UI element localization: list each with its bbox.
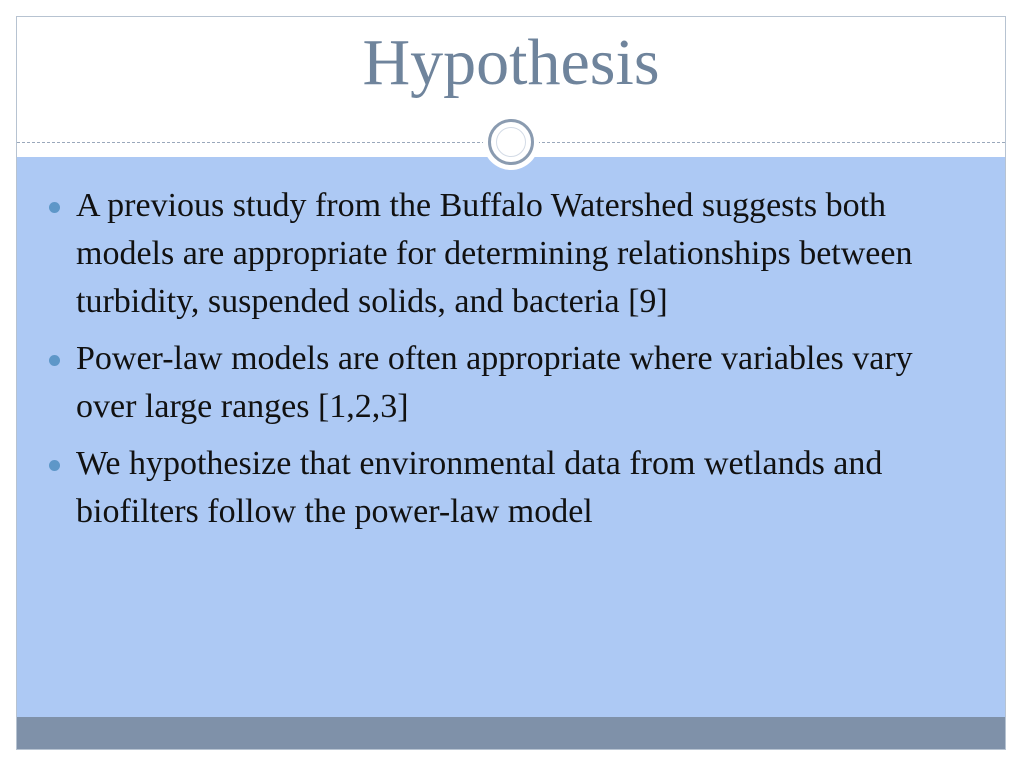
bullet-item xyxy=(47,440,977,536)
slide-title: Hypothesis xyxy=(362,26,660,99)
bullet-dot-icon xyxy=(49,202,60,213)
slide xyxy=(16,16,1006,750)
bullet-text: Power-law models are often appropriate where variables vary over large ranges [1,2,3] xyxy=(76,340,913,425)
circle-ornament-icon xyxy=(483,114,539,170)
bullet-item xyxy=(47,335,977,431)
bullet-text: A previous study from the Buffalo Watershed suggests both models are appropriate for determining relationships between turbidity, suspended solids, and bacteria [9] xyxy=(76,187,913,320)
content-area xyxy=(17,157,1005,717)
bullet-item xyxy=(47,182,977,326)
bullet-dot-icon xyxy=(49,355,60,366)
ornament-inner-ring xyxy=(496,127,526,157)
bullet-text: We hypothesize that environmental data from wetlands and biofilters follow the power-law model xyxy=(76,445,883,530)
footer-band xyxy=(17,717,1005,750)
bullet-list xyxy=(47,182,977,545)
bullet-dot-icon xyxy=(49,460,60,471)
ornament-ring xyxy=(488,119,534,165)
